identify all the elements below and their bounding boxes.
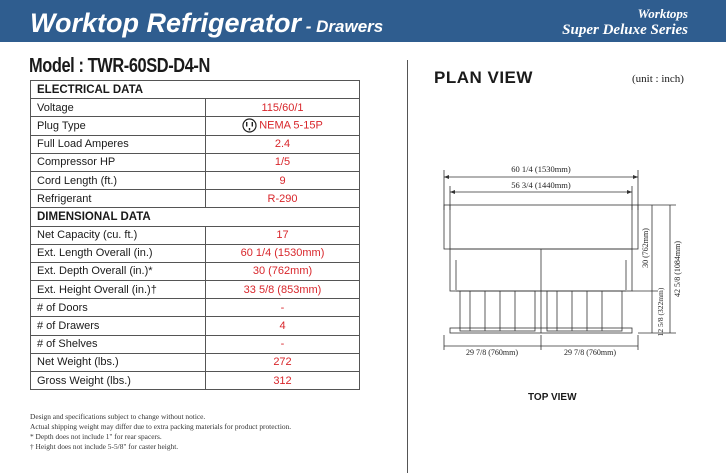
top-view-caption: TOP VIEW — [528, 392, 577, 403]
footnotes — [30, 412, 291, 452]
plan-view-drawing — [430, 150, 700, 365]
low-height-label: 12 5/8 (322mm) — [656, 287, 665, 337]
model-number: Model : TWR-60SD-D4-N — [29, 55, 210, 77]
spec-table — [30, 80, 360, 390]
half-width-left-label: 29 7/8 (760mm) — [466, 348, 518, 357]
table-row: Ext. Length Overall (in.) 60 1/4 (1530mm) — [31, 244, 360, 262]
half-width-right-label: 29 7/8 (760mm) — [564, 348, 616, 357]
table-row: Ext. Depth Overall (in.)* 30 (762mm) — [31, 262, 360, 280]
table-row: Net Weight (lbs.) 272 — [31, 353, 360, 371]
overall-width-label: 60 1/4 (1530mm) — [511, 164, 571, 174]
plan-view-title: PLAN VIEW — [434, 68, 533, 87]
note-line: Design and specifications subject to change without notice. — [30, 412, 206, 421]
table-row: # of Doors - — [31, 299, 360, 317]
series-line-2: Super Deluxe Series — [562, 22, 688, 38]
nema-plug-icon — [242, 118, 257, 133]
column-divider — [407, 60, 408, 473]
table-row: Refrigerant R-290 — [31, 190, 360, 208]
electrical-heading: ELECTRICAL DATA — [31, 81, 360, 99]
plug-type-value: NEMA 5-15P — [259, 119, 323, 132]
header-banner — [0, 0, 726, 42]
note-line: † Height does not include 5-5/8" for caster height. — [30, 442, 179, 451]
table-row: # of Shelves - — [31, 335, 360, 353]
series-line-1: Worktops — [637, 6, 688, 21]
depth-label: 30 (762mm) — [641, 228, 650, 268]
page-title: Worktop Refrigerator - Drawers — [30, 8, 384, 38]
dimensional-heading: DIMENSIONAL DATA — [31, 208, 360, 226]
table-row: Ext. Height Overall (in.)† 33 5/8 (853mm) — [31, 281, 360, 299]
table-row: Gross Weight (lbs.) 312 — [31, 372, 360, 390]
table-row: Voltage 115/60/1 — [31, 99, 360, 117]
table-row: Cord Length (ft.) 9 — [31, 171, 360, 189]
note-line: Actual shipping weight may differ due to extra packing materials for product protection. — [30, 422, 292, 431]
table-row: # of Drawers 4 — [31, 317, 360, 335]
unit-note: (unit : inch) — [632, 73, 684, 85]
note-line: * Depth does not include 1" for rear spacers. — [30, 432, 162, 441]
table-row: Net Capacity (cu. ft.) 17 — [31, 226, 360, 244]
table-row: Compressor HP 1/5 — [31, 153, 360, 171]
total-height-label: 42 5/8 (1084mm) — [673, 241, 682, 297]
table-row: Full Load Amperes 2.4 — [31, 135, 360, 153]
inner-width-label: 56 3/4 (1440mm) — [511, 180, 571, 190]
table-row: Plug Type NEMA 5-15P — [31, 117, 360, 135]
